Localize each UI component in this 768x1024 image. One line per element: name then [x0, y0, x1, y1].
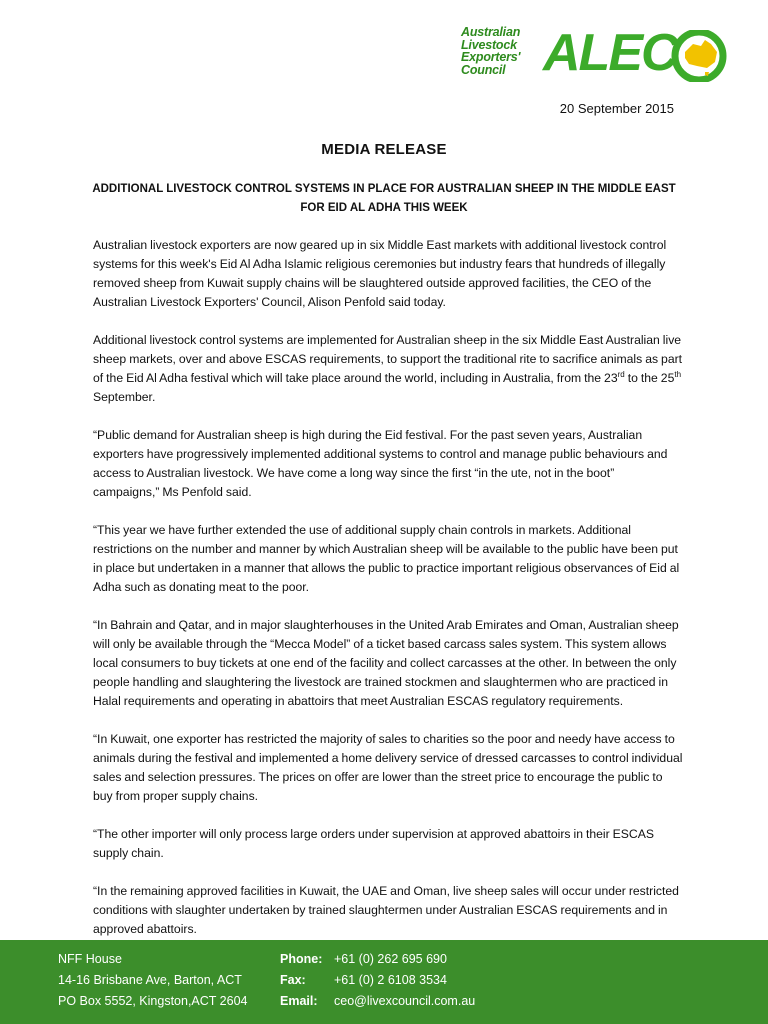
ordinal-suffix: rd: [617, 369, 625, 379]
paragraph: “In Bahrain and Qatar, and in major slaughterhouses in the United Arab Emirates and Oman, Australian sheep will only be available through the “Mecca Model” of a ticket based carcass sales system. This system allows local consumers to buy tickets at one end of the facility and collect carcasses at the other. In between the only people handling and slaughtering the livestock are trained stockmen and slaughtermen who are practiced in Halal requirements and operating in abattoirs that meet Australian ESCAS regulatory requirements.: [93, 618, 679, 708]
logo-word: Australian: [461, 25, 521, 39]
australia-map-icon: [671, 30, 741, 82]
logo-word: Council: [461, 62, 506, 77]
address-line: PO Box 5552, Kingston,ACT 2604: [58, 994, 248, 1008]
footer-contact-labels: [280, 949, 322, 1012]
logo-word: Livestock: [461, 37, 517, 52]
email-address[interactable]: ceo@livexcouncil.com.au: [334, 994, 476, 1008]
article-body: [93, 236, 683, 958]
paragraph: “The other importer will only process large orders under supervision at approved abattoirs in their ESCAS supply chain.: [93, 827, 654, 860]
paragraph-text: Additional livestock control systems are implemented for Australian sheep in the six Middle East Australian live sheep markets, over and above ESCAS requirements, to support the traditional rite to sacrifice animals as part of the Eid Al Adha festival which will take place around the world, including in Australia, from the 23: [93, 333, 683, 385]
paragraph: “In the remaining approved facilities in Kuwait, the UAE and Oman, live sheep sales will occur under restricted conditions with slaughter undertaken by trained slaughtermen under Australian ESCAS requirements and in approved abattoirs.: [93, 884, 679, 936]
phone-number: +61 (0) 262 695 690: [334, 952, 447, 966]
footer-bar: [0, 940, 768, 1024]
fax-number: +61 (0) 2 6108 3534: [334, 973, 447, 987]
release-date: 20 September 2015: [559, 101, 674, 116]
fax-label: Fax:: [280, 973, 306, 987]
paragraph: “In Kuwait, one exporter has restricted the majority of sales to charities so the poor and needy have access to animals during the festival and implemented a home delivery service of dressed carcasses to control individual sales and selection pressures. The prices on offer are lower than the street price to encourage the public to buy from proper supply chains.: [93, 732, 683, 803]
logo-word: Exporters': [461, 50, 521, 64]
footer-contact-values: [334, 949, 475, 1012]
phone-label: Phone:: [280, 952, 323, 966]
paragraph: “Public demand for Australian sheep is high during the Eid festival. For the past seven years, Australian exporters have progressively implemented additional systems to control and manage public behaviours and access to Australian livestock. We have come a long way since the first “in the ute, not in the boot” campaigns,” Ms Penfold said.: [93, 428, 668, 499]
page-title: MEDIA RELEASE: [321, 141, 447, 158]
ordinal-suffix: th: [674, 369, 682, 379]
paragraph: Australian livestock exporters are now geared up in six Middle East markets with additional livestock control systems for this week's Eid Al Adha Islamic religious ceremonies but industry fears that hundreds of illegally removed sheep from Kuwait supply chains will be slaughtered outside approved facilities, the CEO of the Australian Livestock Exporters' Council, Alison Penfold said today.: [93, 238, 667, 309]
alec-logo: [461, 24, 737, 82]
address-line: 14-16 Brisbane Ave, Barton, ACT: [58, 973, 242, 987]
address-line: NFF House: [58, 952, 122, 966]
paragraph-text: to the 25: [624, 371, 675, 385]
email-label: Email:: [280, 994, 318, 1008]
paragraph: “This year we have further extended the use of additional supply chain controls in markets. Additional restrictions on the number and manner by which Australian sheep will be available to the public have been put in place but undertaken in a manner that allows the public to practice important religious observances of Eid al Adha such as donating meat to the poor.: [93, 523, 680, 594]
logo-alec-text: ALEC: [543, 24, 677, 82]
headline: ADDITIONAL LIVESTOCK CONTROL SYSTEMS IN PLACE FOR AUSTRALIAN SHEEP IN THE MIDDLE EAST FOR EID AL ADHA THIS WEEK: [92, 183, 676, 214]
paragraph: [93, 331, 683, 407]
footer-address: [58, 949, 247, 1012]
logo-council-name: [461, 26, 551, 76]
paragraph-text: September.: [93, 390, 156, 404]
